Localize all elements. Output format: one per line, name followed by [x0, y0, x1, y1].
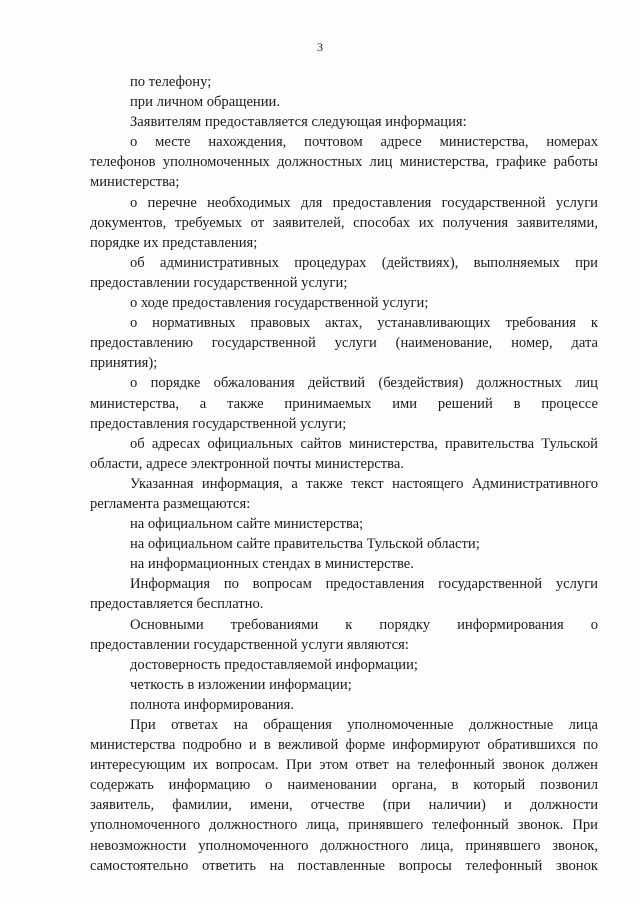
text-line: предоставлению государственной услуги (наименование, номер, дата — [90, 335, 598, 352]
text-line: на информационных стендах в министерстве. — [130, 556, 414, 573]
text-line: о перечне необходимых для предоставления государственной услуги — [130, 194, 598, 211]
text-line: самостоятельно ответить на поставленные вопросы телефонный звонок — [90, 857, 598, 874]
text-line: Указанная информация, а также текст настоящего Административного — [130, 475, 598, 492]
page-number: 3 — [317, 40, 323, 54]
text-line: телефонов уполномоченных должностных лиц министерства, графике работы — [90, 154, 598, 171]
text-line: о месте нахождения, почтовом адресе министерства, номерах — [130, 134, 598, 151]
text-line: на официальном сайте правительства Тульской области; — [130, 536, 480, 553]
text-line: об административных процедурах (действиях), выполняемых при — [130, 254, 598, 271]
text-line: уполномоченного должностного лица, принявшего телефонный звонок. При — [90, 817, 598, 834]
text-line: документов, требуемых от заявителей, способах их получения заявителями, — [90, 214, 598, 231]
text-line: Заявителям предоставляется следующая информация: — [130, 114, 467, 131]
document-body — [90, 72, 598, 876]
text-line: предоставляется бесплатно. — [90, 596, 264, 613]
text-line: принятия); — [90, 355, 158, 372]
text-line: четкость в изложении информации; — [130, 676, 352, 693]
text-line: о порядке обжалования действий (бездействия) должностных лиц — [130, 375, 598, 392]
text-line: о ходе предоставления государственной услуги; — [130, 295, 429, 312]
text-line: невозможности уполномоченного должностного лица, принявшего звонок, — [90, 837, 598, 854]
text-line: содержать информацию о наименовании органа, в который позвонил — [90, 777, 598, 794]
text-line: предоставления государственной услуги; — [90, 415, 347, 432]
text-line: предоставлении государственной услуги являются: — [90, 636, 409, 653]
text-line: порядке их представления; — [90, 234, 258, 251]
text-line: министерства, а также принимаемых ими решений в процессе — [90, 395, 598, 412]
text-line: о нормативных правовых актах, устанавливающих требования к — [130, 315, 598, 332]
text-line: При ответах на обращения уполномоченные должностные лица — [130, 717, 598, 733]
text-line: Основными требованиями к порядку информирования о — [130, 616, 598, 633]
text-line: об адресах официальных сайтов министерства, правительства Тульской — [130, 435, 598, 452]
text-line: заявитель, фамилии, имени, отчестве (при наличии) и должности — [90, 797, 598, 814]
text-line: области, адресе электронной почты министерства. — [90, 455, 404, 472]
text-line: Информация по вопросам предоставления государственной услуги — [130, 576, 598, 593]
text-line: по телефону; — [130, 74, 212, 90]
text-line: министерства; — [90, 174, 180, 191]
text-line: интересующим их вопросам. При этом ответ на телефонный звонок должен — [90, 757, 598, 774]
text-line: регламента размещаются: — [90, 495, 251, 512]
text-line: при личном обращении. — [130, 94, 280, 111]
text-line: полнота информирования. — [130, 696, 295, 713]
text-line: достоверность предоставляемой информации; — [130, 656, 418, 673]
text-line: на официальном сайте министерства; — [130, 516, 364, 533]
text-line: предоставлении государственной услуги; — [90, 274, 348, 291]
text-line: министерства подробно и в вежливой форме информируют обратившихся по — [90, 737, 598, 754]
